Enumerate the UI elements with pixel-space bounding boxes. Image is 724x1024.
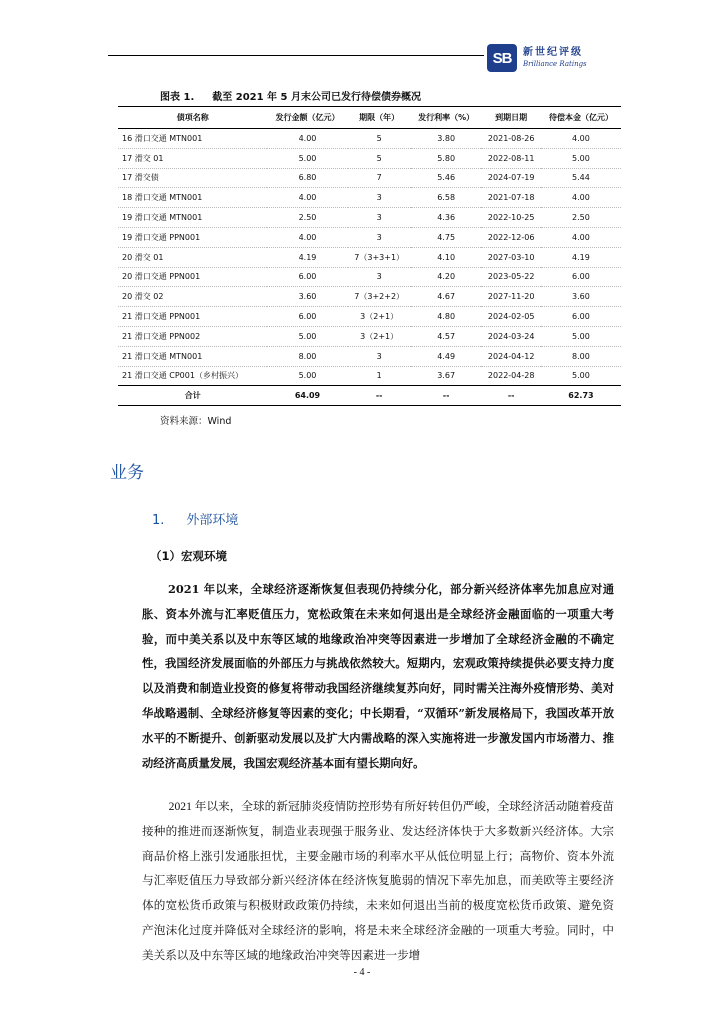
table-row bbox=[118, 307, 621, 327]
table-cell: 5.00 bbox=[267, 148, 347, 168]
col-header: 发行利率（%） bbox=[411, 107, 482, 129]
table-cell: 7（3+2+2） bbox=[348, 287, 411, 307]
subsubsection-title: （1）宏观环境 bbox=[150, 549, 228, 563]
table-cell: 6.00 bbox=[267, 267, 347, 287]
table-cell: 2021-08-26 bbox=[481, 129, 540, 149]
table-total-cell: 64.09 bbox=[267, 386, 347, 406]
table-cell: 5 bbox=[348, 129, 411, 149]
table-cell: 3 bbox=[348, 208, 411, 228]
table-total-cell: -- bbox=[481, 386, 540, 406]
table-cell: 6.00 bbox=[267, 307, 347, 327]
table-cell: 2027-11-20 bbox=[481, 287, 540, 307]
table-cell: 5.00 bbox=[267, 366, 347, 386]
table-row bbox=[118, 227, 621, 247]
logo-cn-text: 新世纪评级 bbox=[523, 47, 583, 59]
table-cell: 3.60 bbox=[267, 287, 347, 307]
table-cell: 2022-10-25 bbox=[481, 208, 540, 228]
table-cell: 4.00 bbox=[541, 188, 621, 208]
table-cell: 5.46 bbox=[411, 168, 482, 188]
table-title bbox=[160, 88, 439, 103]
page-number: - 4 - bbox=[353, 967, 371, 978]
table-cell: 3（2+1） bbox=[348, 307, 411, 327]
table-cell: 6.00 bbox=[541, 307, 621, 327]
col-header: 待偿本金（亿元） bbox=[541, 107, 621, 129]
table-cell: 8.00 bbox=[541, 346, 621, 366]
table-row bbox=[118, 129, 621, 149]
table-cell: 7 bbox=[348, 168, 411, 188]
table-cell: 4.10 bbox=[411, 247, 482, 267]
subsection-text: 外部环境 bbox=[186, 513, 239, 528]
table-cell: 4.00 bbox=[267, 227, 347, 247]
logo-en-text: Brilliance Ratings bbox=[523, 59, 587, 68]
table-cell: 4.19 bbox=[267, 247, 347, 267]
table-row bbox=[118, 188, 621, 208]
table-cell: 2021-07-18 bbox=[481, 188, 540, 208]
table-total-row bbox=[118, 386, 621, 406]
table-cell: 3.60 bbox=[541, 287, 621, 307]
table-row bbox=[118, 287, 621, 307]
table-cell: 5.00 bbox=[541, 148, 621, 168]
body-paragraph: 2021 年以来，全球的新冠肺炎疫情防控形势有所好转但仍严峻，全球经济活动随着疫苗接种的推进而逐渐恢复，制造业表现强于服务业、发达经济体快于大多数新兴经济体。大宗商品价格上涨引发通胀担忧，主要金融市场的利率水平从低位明显上行；高物价、资本外流与汇率贬值压力导致部分新兴经济体在经济恢复脆弱的情况下率先加息，而美欧等主要经济体的宽松货币政策与积极财政政策仍持续，未来如何退出当前的极度宽松货币政策、避免资产泡沫化过度并降低对全球经济的影响，将是未来全球经济金融的一项重大考验。同时，中美关系以及中东等区域的地缘政治冲突等因素进一步增 bbox=[142, 800, 614, 962]
col-header: 发行金额（亿元） bbox=[267, 107, 347, 129]
table-row bbox=[118, 346, 621, 366]
table-row bbox=[118, 168, 621, 188]
table-cell: 2024-07-19 bbox=[481, 168, 540, 188]
table-cell: 18 滑口交通 MTN001 bbox=[118, 188, 267, 208]
col-header: 债项名称 bbox=[118, 107, 267, 129]
table-cell: 3.80 bbox=[411, 129, 482, 149]
table-cell: 17 滑交 01 bbox=[118, 148, 267, 168]
table-title-text: 截至 2021 年 5 月末公司已发行待偿债券概况 bbox=[212, 92, 421, 103]
table-cell: 2024-02-05 bbox=[481, 307, 540, 327]
header-rule bbox=[108, 55, 484, 56]
table-cell: 20 滑口交通 PPN001 bbox=[118, 267, 267, 287]
table-cell: 2024-04-12 bbox=[481, 346, 540, 366]
table-row bbox=[118, 366, 621, 386]
table-cell: 4.00 bbox=[267, 188, 347, 208]
table-cell: 6.80 bbox=[267, 168, 347, 188]
table-cell: 5.80 bbox=[411, 148, 482, 168]
table-cell: 17 滑交债 bbox=[118, 168, 267, 188]
subsection-number: 1. bbox=[152, 513, 165, 528]
table-cell: 5.44 bbox=[541, 168, 621, 188]
table-row bbox=[118, 208, 621, 228]
table-cell: 21 滑口交通 PPN002 bbox=[118, 326, 267, 346]
table-total-cell: -- bbox=[348, 386, 411, 406]
table-header-row bbox=[118, 107, 621, 129]
table-total-cell: 合计 bbox=[118, 386, 267, 406]
brand-logo bbox=[487, 44, 587, 72]
table-cell: 4.67 bbox=[411, 287, 482, 307]
table-cell: 4.00 bbox=[541, 129, 621, 149]
table-cell: 21 滑口交通 MTN001 bbox=[118, 346, 267, 366]
summary-paragraph: 2021 年以来，全球经济逐渐恢复但表现仍持续分化，部分新兴经济体率先加息应对通胀、资本外流与汇率贬值压力，宽松政策在未来如何退出是全球经济金融面临的一项重大考验，而中美关系以及中东等区域的地缘政治冲突等因素进一步增加了全球经济金融的不确定性，我国经济发展面临的外部压力与挑战依然较大。短期内，宏观政策持续提供必要支持力度以及消费和制造业投资的修复将带动我国经济继续复苏向好，同时需关注海外疫情形势、美对华战略遏制、全球经济修复等因素的变化；中长期看，“双循环”新发展格局下，我国改革开放水平的不断提升、创新驱动发展以及扩大内需战略的深入实施将进一步激发国内市场潜力、推动经济高质量发展，我国宏观经济基本面有望长期向好。 bbox=[142, 582, 614, 770]
table-cell: 4.49 bbox=[411, 346, 482, 366]
table-cell: 2024-03-24 bbox=[481, 326, 540, 346]
table-cell: 2.50 bbox=[541, 208, 621, 228]
table-cell: 3（2+1） bbox=[348, 326, 411, 346]
table-cell: 5.00 bbox=[267, 326, 347, 346]
table-cell: 2022-12-06 bbox=[481, 227, 540, 247]
table-total-cell: 62.73 bbox=[541, 386, 621, 406]
table-row bbox=[118, 148, 621, 168]
subsection-title bbox=[152, 509, 238, 528]
table-cell: 1 bbox=[348, 366, 411, 386]
table-row bbox=[118, 247, 621, 267]
table-cell: 4.00 bbox=[267, 129, 347, 149]
table-cell: 2022-04-28 bbox=[481, 366, 540, 386]
table-cell: 3.67 bbox=[411, 366, 482, 386]
table-cell: 4.80 bbox=[411, 307, 482, 327]
logo-icon: SB bbox=[487, 44, 517, 72]
col-header: 期限（年） bbox=[348, 107, 411, 129]
table-cell: 21 滑口交通 PPN001 bbox=[118, 307, 267, 327]
table-cell: 6.58 bbox=[411, 188, 482, 208]
table-cell: 3 bbox=[348, 346, 411, 366]
table-cell: 3 bbox=[348, 188, 411, 208]
table-cell: 19 滑口交通 PPN001 bbox=[118, 227, 267, 247]
table-cell: 16 滑口交通 MTN001 bbox=[118, 129, 267, 149]
table-source: 资料来源：Wind bbox=[160, 416, 232, 427]
table-cell: 4.75 bbox=[411, 227, 482, 247]
table-cell: 4.19 bbox=[541, 247, 621, 267]
table-cell: 2027-03-10 bbox=[481, 247, 540, 267]
table-row bbox=[118, 267, 621, 287]
table-cell: 4.20 bbox=[411, 267, 482, 287]
table-title-label: 图表 1. bbox=[160, 92, 195, 103]
table-cell: 4.00 bbox=[541, 227, 621, 247]
table-cell: 5.00 bbox=[541, 366, 621, 386]
table-cell: 8.00 bbox=[267, 346, 347, 366]
table-row bbox=[118, 326, 621, 346]
table-cell: 21 滑口交通 CP001（乡村振兴） bbox=[118, 366, 267, 386]
bond-table bbox=[118, 106, 621, 406]
table-cell: 3 bbox=[348, 267, 411, 287]
table-cell: 4.36 bbox=[411, 208, 482, 228]
table-cell: 3 bbox=[348, 227, 411, 247]
table-cell: 20 滑交 01 bbox=[118, 247, 267, 267]
table-cell: 7（3+3+1） bbox=[348, 247, 411, 267]
table-cell: 20 滑交 02 bbox=[118, 287, 267, 307]
table-cell: 2.50 bbox=[267, 208, 347, 228]
table-cell: 2022-08-11 bbox=[481, 148, 540, 168]
table-cell: 5 bbox=[348, 148, 411, 168]
table-cell: 2023-05-22 bbox=[481, 267, 540, 287]
col-header: 到期日期 bbox=[481, 107, 540, 129]
table-cell: 19 滑口交通 MTN001 bbox=[118, 208, 267, 228]
table-cell: 5.00 bbox=[541, 326, 621, 346]
table-total-cell: -- bbox=[411, 386, 482, 406]
section-title: 业务 bbox=[110, 463, 144, 483]
table-cell: 4.57 bbox=[411, 326, 482, 346]
table-cell: 6.00 bbox=[541, 267, 621, 287]
